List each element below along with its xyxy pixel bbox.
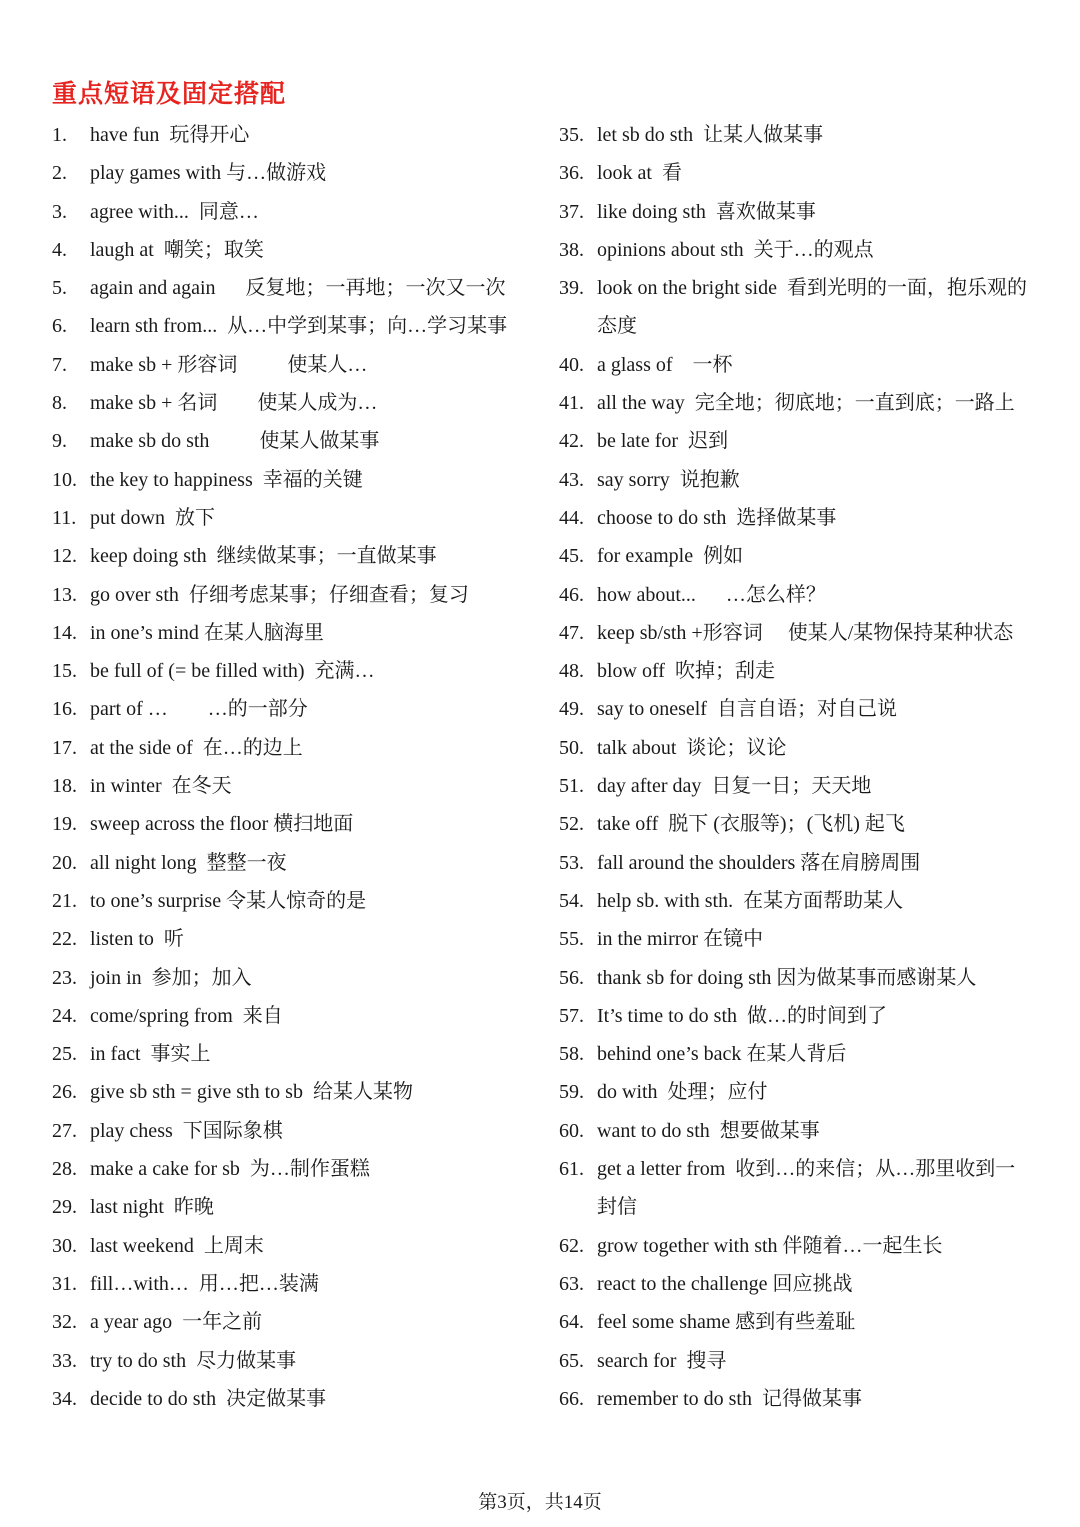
phrase-text: want to do sth 想要做某事	[597, 1119, 820, 1142]
phrase-item	[52, 1035, 527, 1073]
phrase-text: sweep across the floor 横扫地面	[90, 813, 354, 836]
phrase-text: say sorry 说抱歉	[597, 468, 740, 491]
phrase-item	[52, 844, 527, 882]
phrase-number: 54.	[559, 889, 584, 912]
phrase-number: 46.	[559, 583, 584, 606]
phrase-text: again and again 反复地；一再地；一次又一次	[90, 277, 506, 300]
phrase-item	[559, 690, 1034, 728]
phrase-number: 34.	[52, 1387, 77, 1410]
phrase-item	[52, 1227, 527, 1265]
phrase-text: make sb do sth 使某人做某事	[90, 430, 380, 453]
phrase-item	[52, 1265, 527, 1303]
phrase-item	[52, 767, 527, 805]
page-footer: 第3页，共14页	[478, 1492, 602, 1513]
phrase-number: 8.	[52, 392, 67, 415]
phrase-text: all the way 完全地；彻底地；一直到底；一路上	[597, 392, 1015, 415]
phrase-item	[52, 690, 527, 728]
phrase-text: in fact 事实上	[90, 1043, 211, 1066]
phrase-text: choose to do sth 选择做某事	[597, 506, 837, 529]
phrase-number: 47.	[559, 621, 584, 644]
phrase-text: behind one’s back 在某人背后	[597, 1043, 847, 1066]
phrase-item	[559, 1035, 1034, 1073]
phrase-item	[52, 499, 527, 537]
phrase-number: 39.	[559, 277, 584, 300]
phrase-number: 65.	[559, 1349, 584, 1372]
phrase-number: 3.	[52, 200, 67, 223]
phrase-item	[559, 1342, 1034, 1380]
phrase-item	[52, 307, 527, 345]
phrase-number: 55.	[559, 928, 584, 951]
phrase-number: 31.	[52, 1272, 77, 1295]
phrase-item	[559, 652, 1034, 690]
phrase-text: take off 脱下 (衣服等)；(飞机) 起飞	[597, 813, 905, 836]
phrase-number: 52.	[559, 813, 584, 836]
phrase-number: 61.	[559, 1158, 584, 1181]
phrase-text: try to do sth 尽力做某事	[90, 1349, 297, 1372]
phrase-number: 28.	[52, 1158, 77, 1181]
phrase-item	[52, 614, 527, 652]
phrase-number: 30.	[52, 1234, 77, 1257]
phrase-list-right	[559, 116, 1034, 1418]
phrase-text: come/spring from 来自	[90, 1004, 283, 1027]
phrase-number: 32.	[52, 1311, 77, 1334]
phrase-item	[559, 614, 1034, 652]
phrase-item	[559, 997, 1034, 1035]
phrase-item	[52, 116, 527, 154]
phrase-item	[52, 805, 527, 843]
phrase-number: 57.	[559, 1004, 584, 1027]
phrase-text: agree with... 同意…	[90, 200, 259, 223]
phrase-text: in one’s mind 在某人脑海里	[90, 621, 324, 644]
phrase-item	[52, 1342, 527, 1380]
phrase-number: 11.	[52, 506, 77, 529]
phrase-number: 22.	[52, 928, 77, 951]
phrase-item	[559, 1112, 1034, 1150]
phrase-number: 64.	[559, 1311, 584, 1334]
phrase-item	[559, 844, 1034, 882]
phrase-text: for example 例如	[597, 545, 744, 568]
phrase-text: say to oneself 自言自语；对自己说	[597, 698, 897, 721]
phrase-item	[559, 1265, 1034, 1303]
phrase-text: a glass of 一杯	[597, 353, 733, 376]
phrase-item	[559, 1073, 1034, 1111]
phrase-text: last weekend 上周末	[90, 1234, 264, 1257]
phrase-number: 5.	[52, 277, 67, 300]
phrase-text: let sb do sth 让某人做某事	[597, 124, 824, 146]
phrase-number: 20.	[52, 851, 77, 874]
phrase-text: decide to do sth 决定做某事	[90, 1387, 327, 1410]
phrase-text: do with 处理；应付	[597, 1081, 768, 1104]
phrase-number: 1.	[52, 124, 67, 146]
phrase-text: in winter 在冬天	[90, 775, 232, 798]
phrase-item	[559, 384, 1034, 422]
phrase-number: 13.	[52, 583, 77, 606]
phrase-text: search for 搜寻	[597, 1349, 727, 1372]
phrase-item	[559, 537, 1034, 575]
phrase-item	[559, 346, 1034, 384]
phrase-text: play games with 与…做游戏	[90, 162, 327, 185]
phrase-item	[559, 499, 1034, 537]
phrase-text: make sb + 形容词 使某人…	[90, 353, 368, 376]
phrase-item	[559, 805, 1034, 843]
phrase-item	[52, 729, 527, 767]
phrase-item	[52, 1073, 527, 1111]
phrase-item	[559, 1380, 1034, 1418]
phrase-text: how about... …怎么样？	[597, 583, 826, 606]
phrase-number: 60.	[559, 1119, 584, 1142]
phrase-item	[559, 154, 1034, 192]
phrase-number: 42.	[559, 430, 584, 453]
phrase-text: It’s time to do sth 做…的时间到了	[597, 1004, 887, 1027]
phrase-text: thank sb for doing sth 因为做某事而感谢某人	[597, 966, 977, 989]
phrase-list-left	[52, 116, 527, 1418]
phrase-item	[559, 1227, 1034, 1265]
phrase-number: 51.	[559, 775, 584, 798]
phrase-text: put down 放下	[90, 506, 215, 529]
phrase-number: 17.	[52, 736, 77, 759]
phrase-number: 58.	[559, 1043, 584, 1066]
phrase-item	[559, 767, 1034, 805]
phrase-item	[559, 1303, 1034, 1341]
phrase-number: 27.	[52, 1119, 77, 1142]
phrase-text: keep doing sth 继续做某事；一直做某事	[90, 545, 437, 568]
phrase-text: look on the bright side 看到光明的一面，抱乐观的态度	[597, 277, 1027, 338]
phrase-number: 4.	[52, 238, 67, 261]
phrase-text: listen to 听	[90, 928, 184, 951]
phrase-number: 49.	[559, 698, 584, 721]
phrase-item	[52, 652, 527, 690]
phrase-text: talk about 谈论；议论	[597, 736, 787, 759]
phrase-text: be late for 迟到	[597, 430, 729, 453]
phrase-text: react to the challenge 回应挑战	[597, 1272, 853, 1295]
phrase-number: 41.	[559, 392, 584, 415]
phrase-text: all night long 整整一夜	[90, 851, 287, 874]
phrase-item	[559, 882, 1034, 920]
phrase-item	[559, 231, 1034, 269]
phrase-item	[52, 997, 527, 1035]
phrase-item	[559, 576, 1034, 614]
phrase-item	[559, 193, 1034, 231]
phrase-text: make a cake for sb 为…制作蛋糕	[90, 1158, 370, 1181]
phrase-item	[559, 422, 1034, 460]
phrase-number: 19.	[52, 813, 77, 836]
phrase-text: day after day 日复一日；天天地	[597, 775, 872, 798]
phrase-item	[52, 1188, 527, 1226]
phrase-number: 44.	[559, 506, 584, 529]
phrase-number: 63.	[559, 1272, 584, 1295]
phrase-text: fill…with… 用…把…装满	[90, 1272, 319, 1295]
phrase-number: 9.	[52, 430, 67, 453]
phrase-item	[52, 346, 527, 384]
phrase-number: 62.	[559, 1234, 584, 1257]
phrase-number: 15.	[52, 660, 77, 683]
phrase-item	[559, 959, 1034, 997]
phrase-text: be full of (= be filled with) 充满…	[90, 660, 375, 683]
phrase-text: look at 看	[597, 162, 682, 185]
phrase-item	[559, 1150, 1034, 1227]
phrase-text: get a letter from 收到…的来信；从…那里收到一封信	[597, 1158, 1016, 1219]
phrase-number: 45.	[559, 545, 584, 568]
phrase-text: have fun 玩得开心	[90, 124, 250, 146]
phrase-text: remember to do sth 记得做某事	[597, 1387, 862, 1410]
phrase-item	[559, 920, 1034, 958]
phrase-item	[52, 1150, 527, 1188]
phrase-item	[52, 193, 527, 231]
phrase-item	[52, 920, 527, 958]
phrase-number: 29.	[52, 1196, 77, 1219]
phrase-text: make sb + 名词 使某人成为…	[90, 392, 378, 415]
phrase-number: 14.	[52, 621, 77, 644]
phrase-item	[52, 576, 527, 614]
phrase-text: give sb sth = give sth to sb 给某人某物	[90, 1081, 413, 1104]
phrase-item	[52, 1380, 527, 1418]
phrase-item	[52, 154, 527, 192]
phrase-text: go over sth 仔细考虑某事；仔细查看；复习	[90, 583, 469, 606]
phrase-text: a year ago 一年之前	[90, 1311, 263, 1334]
phrase-number: 35.	[559, 124, 584, 146]
phrase-number: 18.	[52, 775, 77, 798]
phrase-number: 66.	[559, 1387, 584, 1410]
phrase-item	[559, 269, 1034, 346]
phrase-number: 16.	[52, 698, 77, 721]
phrase-item	[52, 422, 527, 460]
phrase-number: 2.	[52, 162, 67, 185]
phrase-number: 37.	[559, 200, 584, 223]
phrase-number: 25.	[52, 1043, 77, 1066]
phrase-item	[52, 461, 527, 499]
phrase-item	[52, 1303, 527, 1341]
phrase-text: at the side of 在…的边上	[90, 736, 303, 759]
phrase-text: blow off 吹掉；刮走	[597, 660, 775, 683]
phrase-item	[52, 1112, 527, 1150]
phrase-number: 12.	[52, 545, 77, 568]
phrase-number: 50.	[559, 736, 584, 759]
phrase-text: in the mirror 在镜中	[597, 928, 764, 951]
phrase-text: to one’s surprise 令某人惊奇的是	[90, 889, 367, 912]
phrase-text: grow together with sth 伴随着…一起生长	[597, 1234, 943, 1257]
phrase-item	[52, 959, 527, 997]
phrase-item	[559, 461, 1034, 499]
phrase-number: 53.	[559, 851, 584, 874]
phrase-text: last night 昨晚	[90, 1196, 214, 1219]
phrase-text: opinions about sth 关于…的观点	[597, 238, 874, 261]
phrase-item	[52, 537, 527, 575]
phrase-text: join in 参加；加入	[90, 966, 252, 989]
phrase-number: 21.	[52, 889, 77, 912]
phrase-text: laugh at 嘲笑；取笑	[90, 238, 264, 261]
phrase-text: play chess 下国际象棋	[90, 1119, 283, 1142]
phrase-number: 43.	[559, 468, 584, 491]
phrase-number: 26.	[52, 1081, 77, 1104]
page-title: 重点短语及固定搭配	[52, 79, 287, 108]
phrase-text: part of … …的一部分	[90, 698, 308, 721]
phrase-number: 24.	[52, 1004, 77, 1027]
phrase-text: keep sb/sth +形容词 使某人/某物保持某种状态	[597, 621, 1014, 644]
phrase-text: the key to happiness 幸福的关键	[90, 468, 363, 491]
phrase-number: 38.	[559, 238, 584, 261]
phrase-item	[559, 116, 1034, 154]
phrase-item	[52, 231, 527, 269]
phrase-text: fall around the shoulders 落在肩膀周围	[597, 851, 921, 874]
phrase-number: 23.	[52, 966, 77, 989]
phrase-text: help sb. with sth. 在某方面帮助某人	[597, 889, 904, 912]
phrase-number: 10.	[52, 468, 77, 491]
phrase-number: 33.	[52, 1349, 77, 1372]
phrase-number: 40.	[559, 353, 584, 376]
phrase-text: learn sth from... 从…中学到某事；向…学习某事	[90, 315, 508, 338]
phrase-item	[52, 269, 527, 307]
phrase-number: 36.	[559, 162, 584, 185]
phrase-text: feel some shame 感到有些羞耻	[597, 1311, 856, 1334]
phrase-number: 6.	[52, 315, 67, 338]
phrase-number: 56.	[559, 966, 584, 989]
phrase-item	[52, 384, 527, 422]
phrase-item	[559, 729, 1034, 767]
phrase-item	[52, 882, 527, 920]
phrase-number: 59.	[559, 1081, 584, 1104]
phrase-number: 7.	[52, 353, 67, 376]
phrase-number: 48.	[559, 660, 584, 683]
phrase-text: like doing sth 喜欢做某事	[597, 200, 816, 223]
